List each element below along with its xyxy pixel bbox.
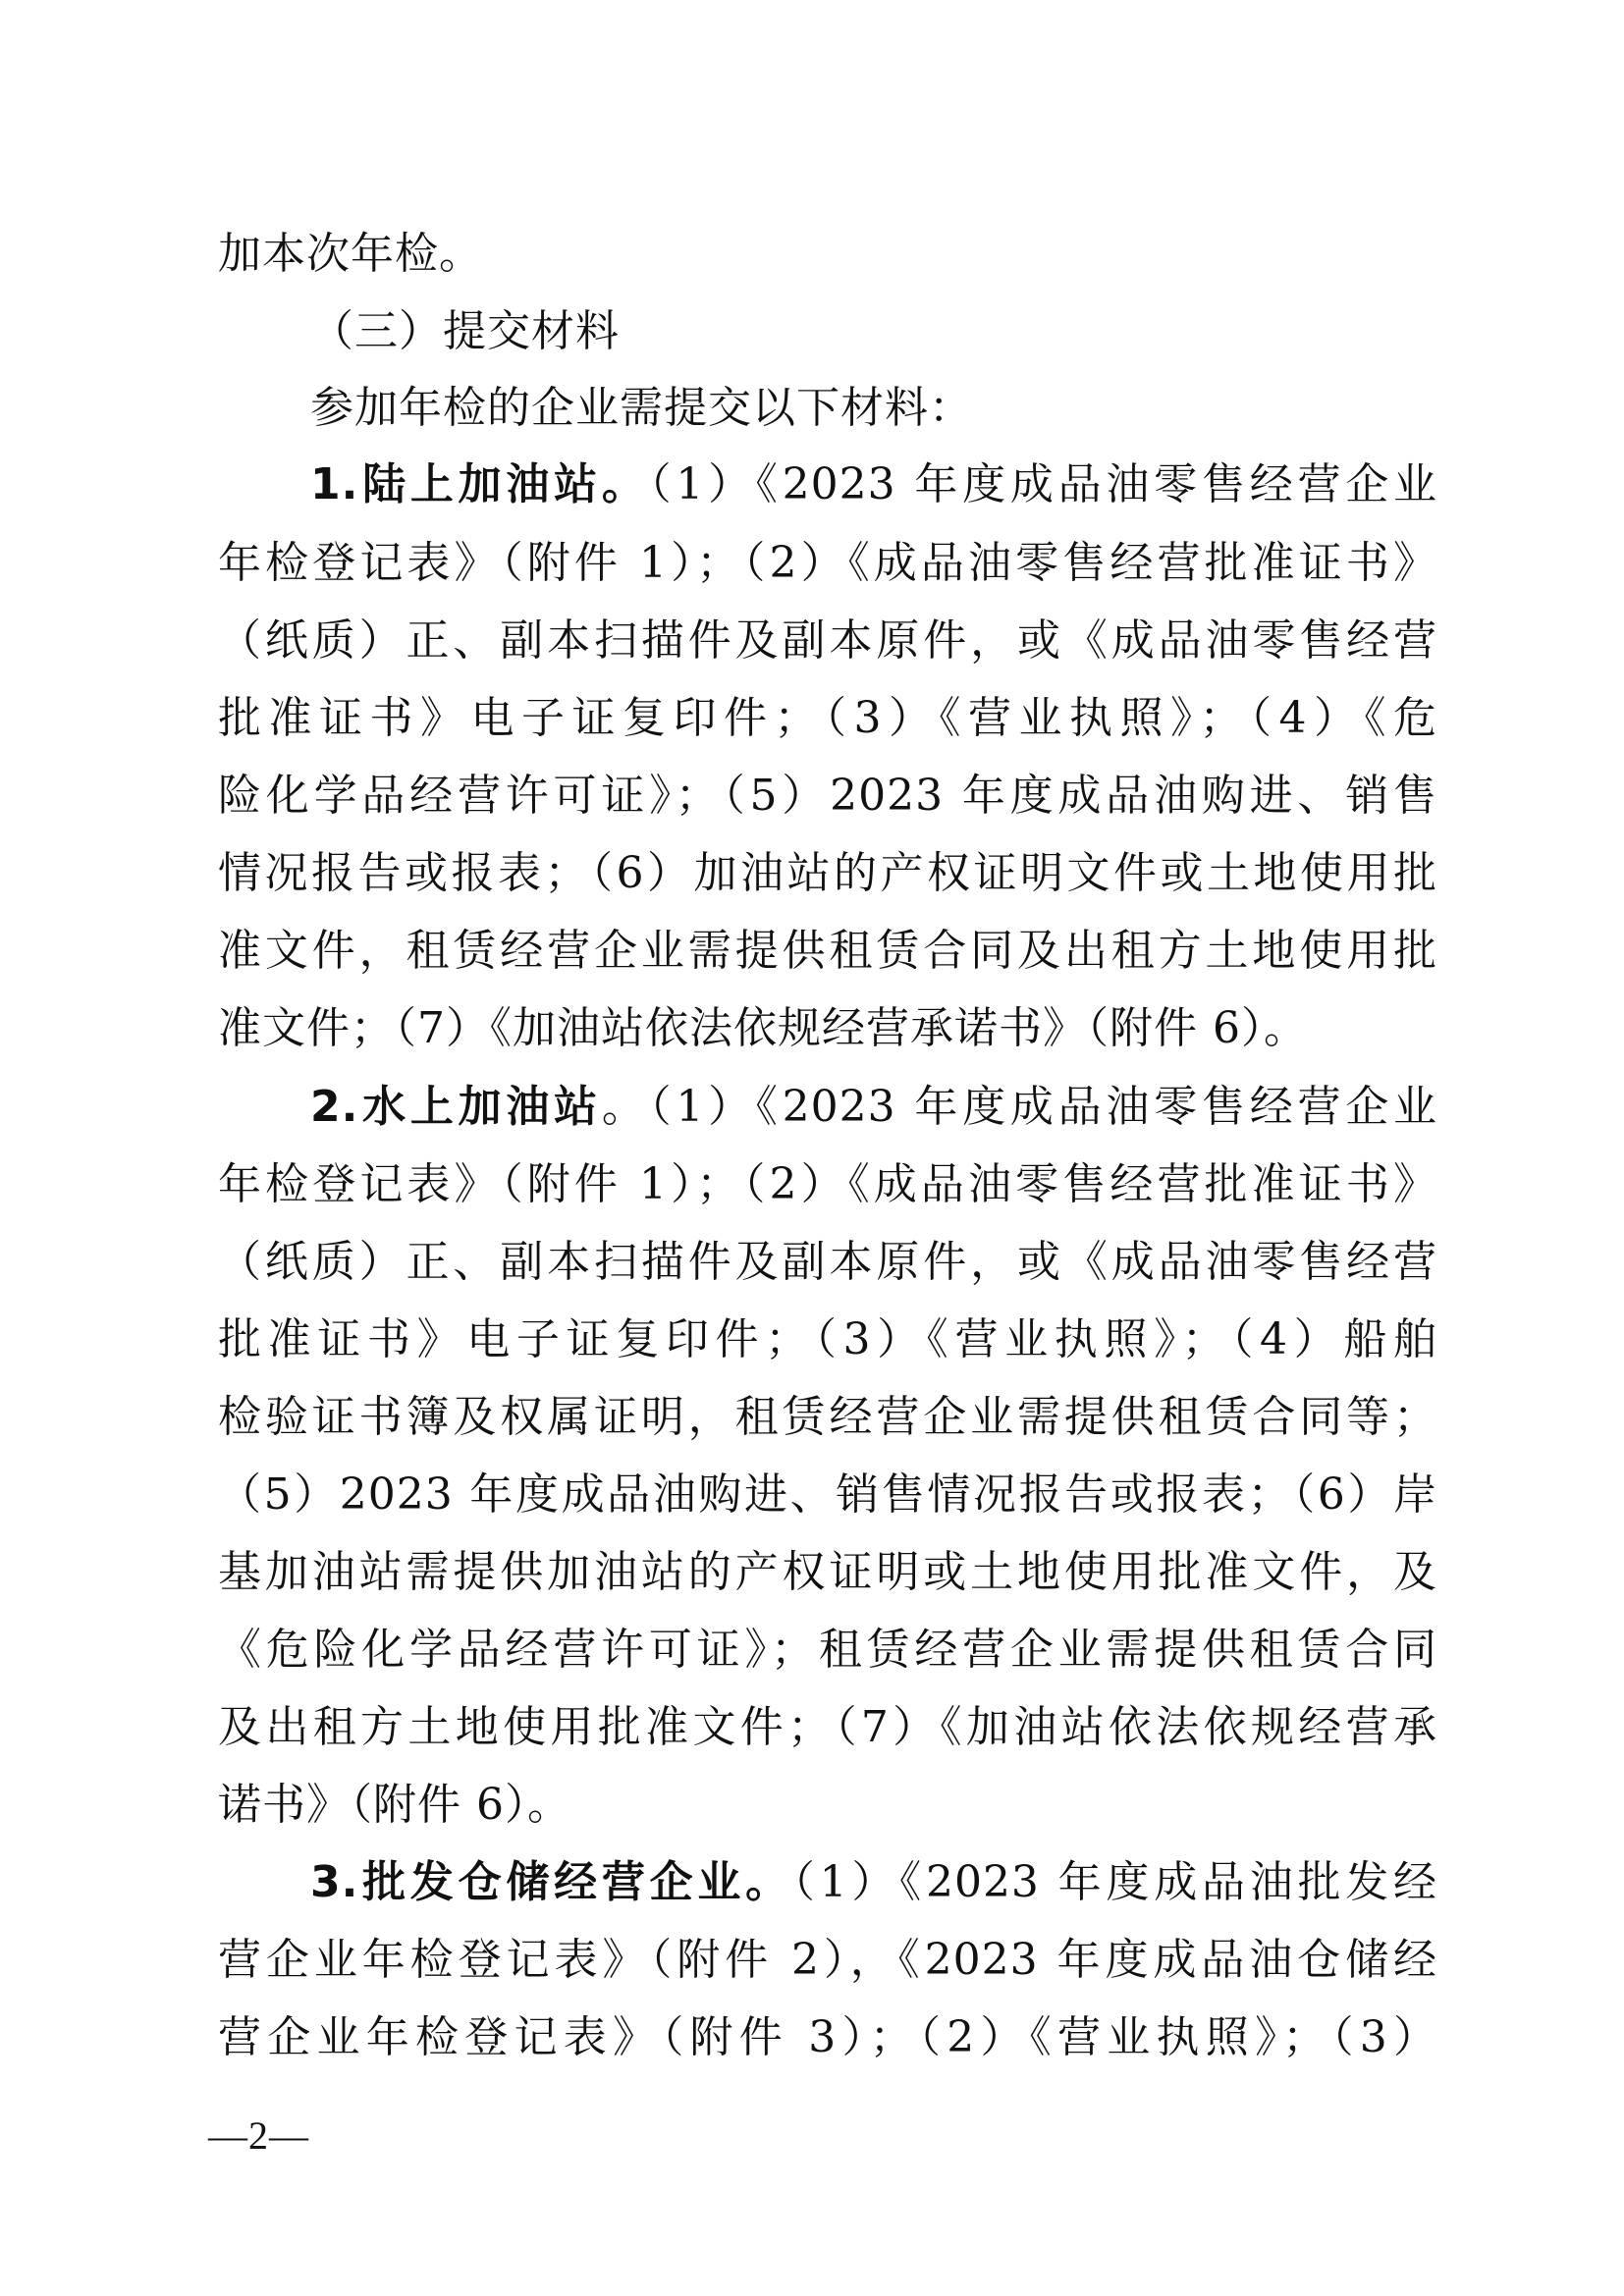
item-1-line [218,679,1437,758]
line-text: （纸质）正、副本扫描件及副本原件，或《成品油零售经营 [218,615,1437,666]
item-2-line [218,1688,1437,1767]
item-1-line [218,524,1437,603]
item-3-first-line [310,1843,1437,1922]
line-text: 年检登记表》（附件 1）；（2）《成品油零售经营批准证书》 [218,1159,1437,1209]
line-text: 参加年检的企业需提交以下材料： [310,383,973,433]
item-1-line [218,912,1437,990]
intro-line [310,369,1437,448]
item-2-line [218,1533,1437,1612]
line-text: 准文件；（7）《加油站依法依规经营承诺书》（附件 6）。 [218,1003,1308,1053]
item-1-line [218,834,1437,913]
line-text: 检验证书簿及权属证明，租赁经营企业需提供租赁合同等； [218,1392,1437,1442]
line-text: 基加油站需提供加油站的产权证明或土地使用批准文件，及 [218,1547,1437,1597]
item-1-line [218,757,1437,835]
line-text: 批准证书》电子证复印件；（3）《营业执照》；（4）《危 [218,693,1437,743]
item-2-line [218,1378,1437,1457]
paragraph-continuation-line [218,215,1437,294]
line-text: 《危险化学品经营许可证》；租赁经营企业需提供租赁合同 [218,1625,1437,1675]
item-1-last-line [218,989,1437,1068]
line-text: （5）2023 年度成品油购进、销售情况报告或报表；（6）岸 [218,1469,1437,1520]
page-number: —2— [208,2113,309,2158]
item-2-line [218,1301,1437,1379]
section-heading-text: （三）提交材料 [310,306,620,356]
line-text: （1）《2023 年度成品油批发经 [792,1857,1437,1907]
item-2-line [218,1223,1437,1302]
line-text: 加本次年检。 [218,229,483,279]
item-2-line [218,1611,1437,1689]
line-text: （1）《2023 年度成品油零售经营企业 [649,459,1437,509]
line-text: 批准证书》电子证复印件；（3）《营业执照》；（4）船舶 [218,1314,1437,1364]
line-text: 险化学品经营许可证》；（5）2023 年度成品油购进、销售 [218,771,1437,821]
line-text: 诺书》（附件 6）。 [218,1780,571,1830]
item-1-first-line [310,446,1437,524]
item-3-title: 3.批发仓储经营企业。 [310,1857,793,1907]
line-text: 情况报告或报表；（6）加油站的产权证明文件或土地使用批 [218,848,1437,898]
line-text: 及出租方土地使用批准文件；（7）《加油站依法依规经营承 [218,1702,1437,1752]
item-2-title: 2.水上加油站 [310,1082,602,1132]
item-3-line [218,1921,1437,2000]
item-2-first-line [310,1068,1437,1147]
item-1-title: 1.陆上加油站。 [310,459,650,509]
item-1-line [218,602,1437,680]
line-text: 营企业年检登记表》（附件 2），《2023 年度成品油仓储经 [218,1935,1437,1985]
line-text: 营企业年检登记表》（附件 3）；（2）《营业执照》；（3） [218,2012,1437,2062]
line-text: 年检登记表》（附件 1）；（2）《成品油零售经营批准证书》 [218,538,1437,588]
item-2-line [218,1146,1437,1224]
item-3-line [218,1999,1437,2077]
line-text: 准文件，租赁经营企业需提供租赁合同及出租方土地使用批 [218,926,1437,976]
item-2-line [218,1456,1437,1534]
line-text: （纸质）正、副本扫描件及副本原件，或《成品油零售经营 [218,1237,1437,1287]
line-text: 。（1）《2023 年度成品油零售经营企业 [601,1082,1437,1132]
item-2-last-line [218,1766,1437,1844]
section-heading [310,293,1437,371]
